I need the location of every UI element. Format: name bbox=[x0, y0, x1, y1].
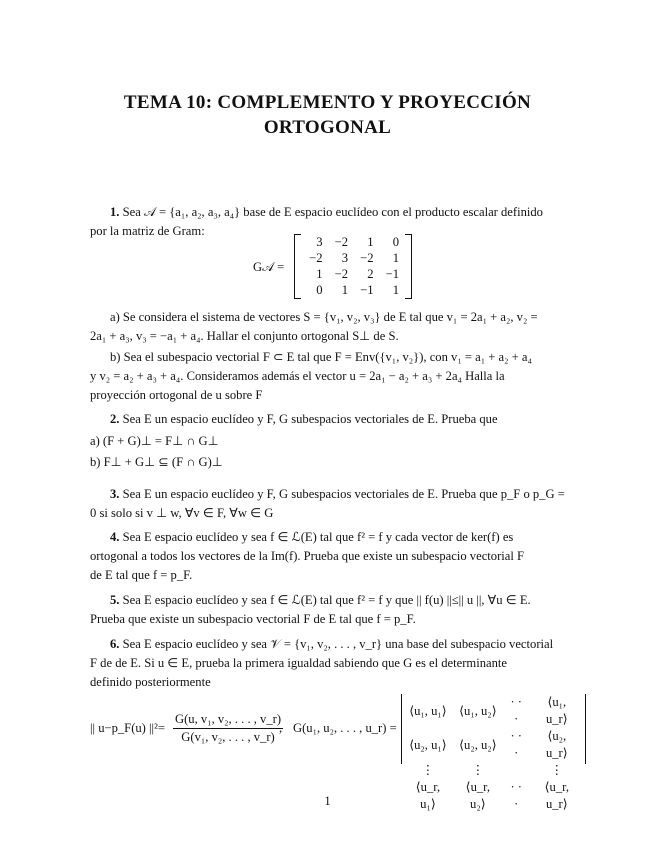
exercise-1-intro-line-2: por la matriz de Gram: bbox=[90, 224, 205, 238]
gram-label: G𝒜 = bbox=[253, 260, 285, 274]
matrix-cell: · · · bbox=[510, 729, 522, 760]
part-a-line-2: 2a₁ + a₃, v₃ = −a₁ + a₄. Hallar el conjunto ortogonal S⊥ de S. bbox=[90, 329, 399, 343]
fraction-numerator: G(u, v₁, v₂, . . . , v_r) bbox=[173, 711, 283, 729]
matrix-cell: ⟨u₁, u_r⟩ bbox=[545, 695, 568, 726]
matrix-cell: 3 bbox=[341, 251, 348, 265]
matrix-cell: · · · bbox=[510, 695, 522, 726]
exercise-3-line-1: Sea E un espacio euclídeo y F, G subespacios vectoriales de E. Prueba que p_F o p_G = bbox=[122, 487, 565, 501]
exercise-2-b: b) F⊥ + G⊥ ⊆ (F ∩ G)⊥ bbox=[90, 455, 223, 469]
matrix-cell: ⟨u_r, u_r⟩ bbox=[544, 780, 569, 811]
exercise-6-line-3: definido posteriormente bbox=[90, 675, 211, 689]
exercise-3 bbox=[90, 485, 580, 523]
part-a-line-1: a) Se considera el sistema de vectores S = {v₁, v₂, v₃} de E tal que v₁ = 2a₁ + a₂, v₂ = bbox=[110, 310, 538, 324]
exercise-5 bbox=[90, 591, 580, 629]
matrix-cell: ⟨u₁, u₂⟩ bbox=[459, 703, 497, 718]
matrix-row bbox=[302, 266, 404, 282]
gram-determinant-label: G(u₁, u₂, . . . , u_r) = bbox=[293, 721, 397, 735]
matrix-cell: 1 bbox=[367, 235, 374, 249]
matrix-cell: ⟨u_r, u₂⟩ bbox=[465, 780, 491, 811]
matrix-cell: ⋮ bbox=[550, 763, 564, 777]
matrix-row bbox=[302, 250, 404, 266]
part-b-line-3: proyección ortogonal de u sobre F bbox=[90, 388, 263, 402]
matrix-cell: ⟨u_r, u₁⟩ bbox=[415, 780, 441, 811]
exercise-6-line-2: F de de E. Si u ∈ E, prueba la primera igualdad sabiendo que G es el determinante bbox=[90, 656, 507, 670]
exercise-6-line-1: Sea E espacio euclídeo y sea 𝒱 = {v₁, v₂, . . . , v_r} una base del subespacio vectorial bbox=[122, 637, 554, 651]
matrix-cell: 1 bbox=[392, 283, 399, 297]
exercise-2-number: 2. bbox=[110, 412, 120, 426]
matrix-cell: ⋮ bbox=[471, 763, 485, 777]
matrix-cell bbox=[503, 762, 530, 779]
exercise-4-number: 4. bbox=[110, 530, 120, 544]
exercise-3-number: 3. bbox=[110, 487, 120, 501]
exercise-1-number: 1. bbox=[110, 205, 120, 219]
page-number: 1 bbox=[324, 794, 331, 808]
matrix-cell: ⋮ bbox=[421, 763, 435, 777]
exercise-2-text: Sea E un espacio euclídeo y F, G subespacios vectoriales de E. Prueba que bbox=[122, 412, 498, 426]
matrix-cell: −1 bbox=[360, 283, 374, 297]
matrix-right-bracket bbox=[405, 234, 412, 299]
matrix-row bbox=[403, 694, 584, 728]
exercise-1-part-a bbox=[90, 308, 580, 346]
matrix-cell: 1 bbox=[316, 267, 323, 281]
exercise-2 bbox=[90, 410, 580, 429]
matrix-cell: 1 bbox=[341, 283, 348, 297]
matrix-cell: −2 bbox=[360, 251, 374, 265]
matrix-row bbox=[302, 282, 404, 298]
matrix-cell: ⟨u₂, u₁⟩ bbox=[409, 737, 447, 752]
gram-determinant bbox=[401, 694, 586, 811]
exercise-6-number: 6. bbox=[110, 637, 120, 651]
matrix-cell: 0 bbox=[392, 235, 399, 249]
matrix-cell: 2 bbox=[367, 267, 374, 281]
determinant-right-bar bbox=[585, 694, 586, 764]
matrix-cell: 0 bbox=[316, 283, 323, 297]
matrix-cell: 1 bbox=[392, 251, 399, 265]
matrix-left-bracket bbox=[294, 234, 301, 299]
matrix-row bbox=[403, 762, 584, 779]
matrix-row bbox=[302, 234, 404, 250]
title-line-2: ORTOGONAL bbox=[263, 117, 392, 138]
formula-fraction bbox=[173, 711, 283, 746]
exercise-4-line-1: Sea E espacio euclídeo y sea f ∈ ℒ(E) tal que f² = f y cada vector de ker(f) es bbox=[122, 530, 514, 544]
gram-matrix-table bbox=[302, 234, 404, 298]
exercise-4 bbox=[90, 528, 580, 585]
formula-comma: , bbox=[279, 721, 283, 735]
matrix-cell: 3 bbox=[316, 235, 323, 249]
part-b-line-2: y v₂ = a₂ + a₃ + a₄. Consideramos además el vector u = 2a₁ − a₂ + a₃ + 2a₄ Halla la bbox=[90, 369, 505, 383]
title-line-1: TEMA 10: COMPLEMENTO Y PROYECCIÓN bbox=[123, 92, 532, 113]
exercise-2-a: a) (F + G)⊥ = F⊥ ∩ G⊥ bbox=[90, 434, 219, 448]
fraction-denominator: G(v₁, v₂, . . . , v_r) bbox=[181, 730, 275, 744]
part-b-line-1: b) Sea el subespacio vectorial F ⊂ E tal que F = Env({v₁, v₂}), con v₁ = a₁ + a₂ + a₄ bbox=[110, 350, 532, 364]
matrix-cell: ⟨u₁, u₁⟩ bbox=[409, 703, 447, 718]
gram-matrix bbox=[294, 234, 412, 299]
matrix-cell: ⟨u₂, u_r⟩ bbox=[545, 729, 568, 760]
matrix-cell: −2 bbox=[334, 267, 348, 281]
exercise-4-line-3: de E tal que f = p_F. bbox=[90, 568, 193, 582]
exercise-6 bbox=[90, 635, 580, 692]
matrix-cell: −2 bbox=[309, 251, 323, 265]
exercise-1-intro-line-1: Sea 𝒜 = {a₁, a₂, a₃, a₄} base de E espacio euclídeo con el producto escalar definido bbox=[122, 205, 543, 219]
exercise-4-line-2: ortogonal a todos los vectores de la Im(f). Prueba que existe un subespacio vectorial F bbox=[90, 549, 525, 563]
determinant-left-bar bbox=[401, 694, 402, 764]
formula-lhs: || u−p_F(u) ||²= bbox=[90, 721, 165, 735]
matrix-cell: ⟨u₂, u₂⟩ bbox=[459, 737, 497, 752]
exercise-5-number: 5. bbox=[110, 593, 120, 607]
matrix-cell: −2 bbox=[334, 235, 348, 249]
exercise-3-line-2: 0 si solo si v ⊥ w, ∀v ∈ F, ∀w ∈ G bbox=[90, 506, 274, 520]
matrix-cell: −1 bbox=[385, 267, 399, 281]
matrix-row bbox=[403, 728, 584, 762]
exercise-1-part-b bbox=[90, 348, 580, 405]
exercise-5-line-1: Sea E espacio euclídeo y sea f ∈ ℒ(E) tal que f² = f y que || f(u) ||≤|| u ||, ∀u ∈ E. bbox=[122, 593, 531, 607]
exercise-5-line-2: Prueba que existe un subespacio vectorial F de E tal que f = p_F. bbox=[90, 612, 416, 626]
matrix-cell: · · · bbox=[510, 780, 522, 811]
